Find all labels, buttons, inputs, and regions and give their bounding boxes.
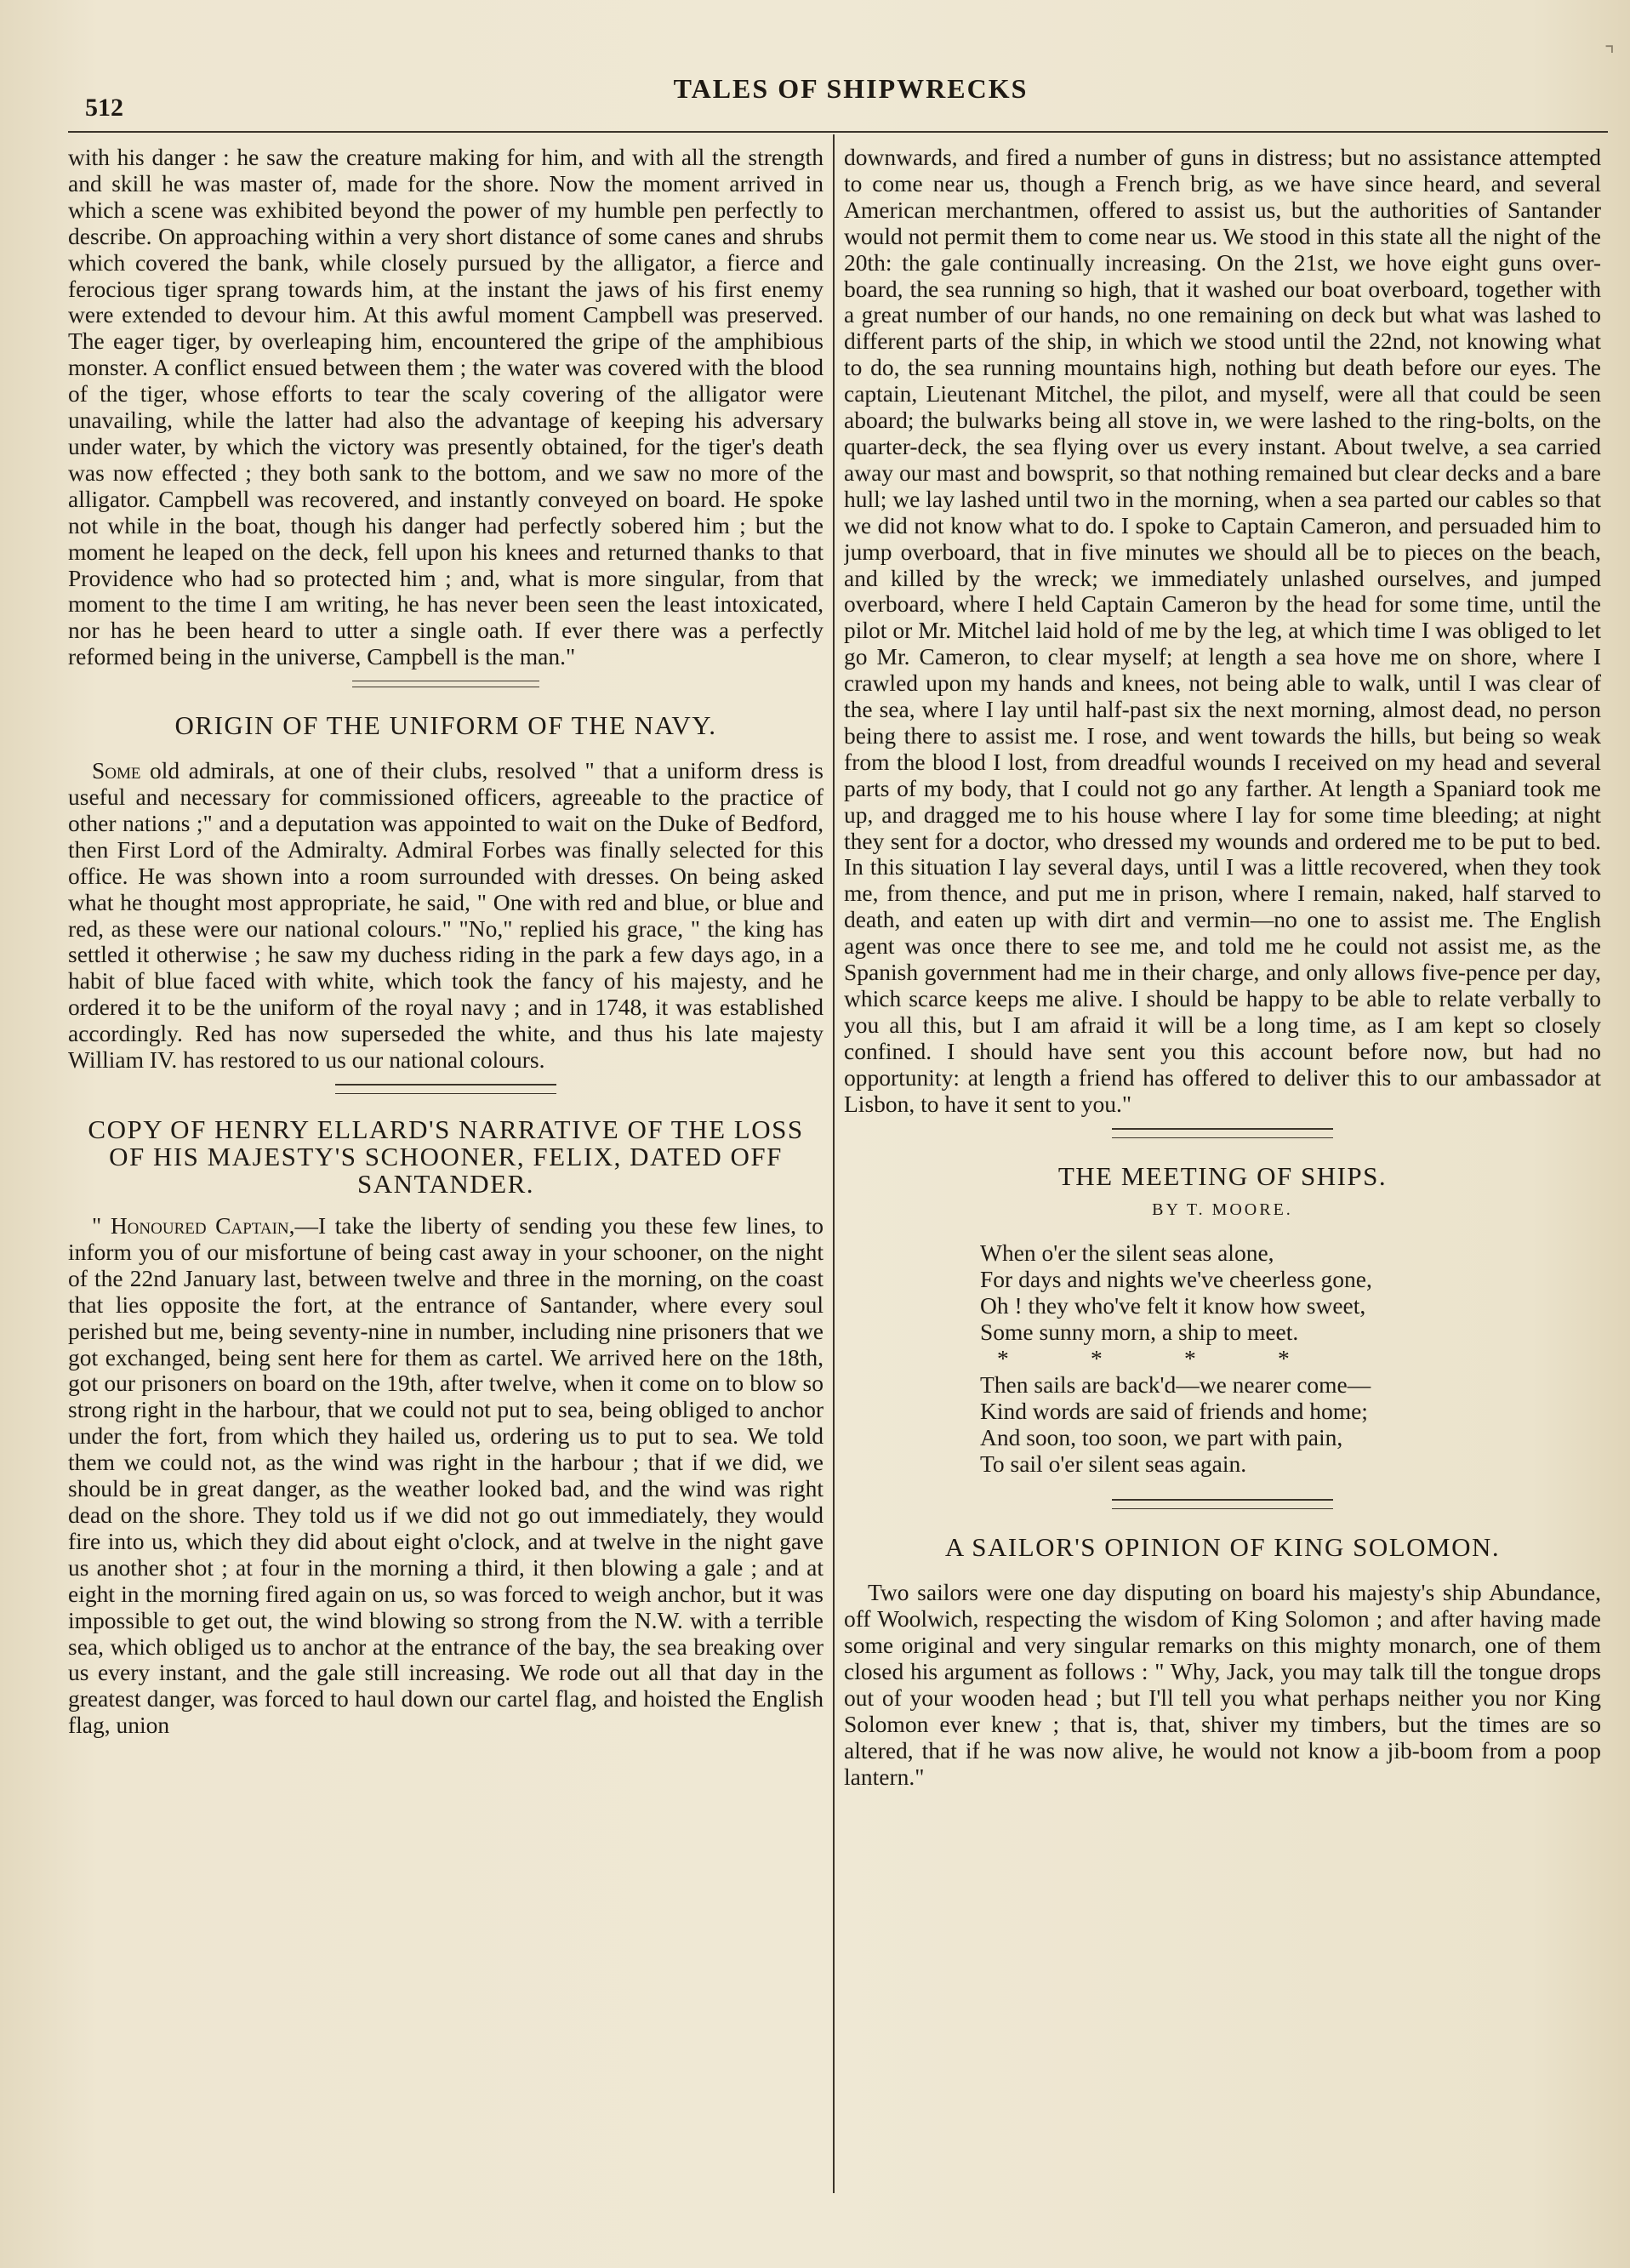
column-divider [833, 134, 835, 2193]
ellard-salutation: " Honoured Captain, [92, 1212, 295, 1239]
right-column [844, 145, 1601, 2237]
poem-line: To sail o'er silent seas again. [980, 1450, 1247, 1478]
poem-line: Kind words are said of friends and home; [980, 1398, 1368, 1425]
star: * [1184, 1345, 1196, 1372]
left-column [68, 145, 824, 2237]
section-separator [352, 681, 539, 687]
poem-line: Some sunny morn, a ship to meet. [980, 1319, 1299, 1346]
star: * [1278, 1345, 1290, 1372]
navy-uniform-text: old admirals, at one of their clubs, resolved " that a uniform dress is useful and necessary for commissioned officers, agreeable to the practice of other nations ;" and a deputation was appointed to wait on the Duke of Bedford, then First Lord of the Admiralty. Admiral Forbes was finally selected for this office. He was shown into a room surrounded with dresses. On being asked what he thought most appropriate, he said, " One with red and blue, or blue and red, as these were our national colours." "No," replied his grace, " the king has settled it otherwise ; he saw my duchess riding in the park a few days ago, in a habit of blue faced with white, which took the fancy of his majesty, and he ordered it to be the uniform of the royal navy ; and in 1748, it was established accordingly. Red has now superseded the white, and thus his late majesty William IV. has restored to us our national colours. [68, 757, 824, 1074]
poem [980, 1239, 1601, 1477]
poem-line: Oh ! they who've felt it know how sweet, [980, 1292, 1366, 1319]
poem-heading: THE MEETING OF SHIPS. [1057, 1160, 1388, 1191]
solomon-heading: A SAILOR'S OPINION OF KING SOLOMON. [944, 1532, 1501, 1563]
poem-line: For days and nights we've cheerless gone, [980, 1266, 1372, 1293]
star: * [1091, 1345, 1103, 1372]
solomon-paragraph: Two sailors were one day disputing on board his majesty's ship Abundance, off Woolwich, respecting the wisdom of King Solomon ; and after having made some original and very singular remarks on this mighty monarch, one of them closed his argument as follows : " Why, Jack, you may talk till the tongue drops out of your wooden head ; but I'll tell you what perhaps neither you nor King Solomon ever knew ; that is, that, shiver my timbers, but the times are so altered, that if he was now alive, he would not know a jib-boom from a poop lantern." [844, 1579, 1601, 1790]
poem-line: When o'er the silent seas alone, [980, 1239, 1274, 1267]
ellard-narrative-continued: downwards, and fired a number of guns in distress; but no assistance attempted to come near us, though a French brig, as we have since heard, and several American merchantmen, offered to assist us, but the authorities of Santander would not permit them to come near us. We stood in this state all the night of the 20th: the gale continually increasing. On the 21st, we hove eight guns over-board, the sea running so high, that it washed our boat overboard, together with a great number of our hands, no one remaining on deck but what was lashed to different parts of the ship, in which we stood until the 22nd, not knowing what to do, the sea running mountains high, nothing but death before our eyes. The captain, Lieutenant Mitchel, the pilot, and myself, were all that could be seen aboard; the bulwarks being all stove in, we were lashed to the ring-bolts, on the quarter-deck, the sea flying over us every instant. About twelve, a sea carried away our mast and bowsprit, so that nothing remained but clear decks and a bare hull; we lay lashed until two in the morning, when a sea parted our cables so that we did not know what to do. I spoke to Captain Cameron, and persuaded him to jump overboard, that in five minutes we should all be to pieces on the beach, and killed by the wreck; we immediately unlashed ourselves, and jumped overboard, where I held Captain Cameron by the head for some time, until the pilot or Mr. Mitchel laid hold of me by the leg, at which time I was obliged to let go Mr. Cameron, to clear myself; at length a sea hove me on shore, where I crawled upon my hands and knees, not being able to walk, until I was clear of the sea, where I lay until half-past six the next morning, almost dead, no person being there to assist me. I rose, and went towards the hills, but being so weak from the blood I lost, from dreadful wounds I received on my head and several parts of my body, that I could not go any farther. At length a Spaniard took me up, and dragged me to his house where I lay for some time bleeding; at night they sent for a doctor, who dressed my wounds and ordered me to be put to bed. In this situation I lay several days, until I was a little recovered, when they took me, from thence, and put me in prison, where I remain, naked, half starved to death, and eaten up with dirt and vermin—no one to assist me. The English agent was once there to see me, and told me he could not assist me, as the Spanish government had me in their charge, and only allows five-pence per day, which scarce keeps me alive. I should be happy to be able to relate verbally to you all this, but I am afraid it will be a long time, as I am kept so closely confined. I should have sent you this account before now, but had no opportunity: at length a friend has offered to deliver this to our ambassador at Lisbon, to have it sent to you." [844, 145, 1601, 1117]
section-separator [1112, 1128, 1333, 1138]
section-separator [1112, 1499, 1333, 1509]
navy-uniform-heading: ORIGIN OF THE UNIFORM OF THE NAVY. [174, 710, 717, 741]
campbell-story-continued: with his danger : he saw the creature making for him, and with all the strength and skill he was master of, made for the shore. Now the moment arrived in which a scene was exhibited beyond the power of my humble pen perfectly to describe. On approaching within a very short distance of some canes and shrubs which covered the bank, while closely pursued by the alligator, a fierce and ferocious tiger sprang towards him, at the instant the jaws of his first enemy were extended to devour him. At this awful moment Campbell was preserved. The eager tiger, by overleaping him, encountered the gripe of the amphibious monster. A conflict ensued between them ; the water was covered with the blood of the tiger, whose efforts to tear the scaly covering of the alligator were unavailing, while the latter had also the advantage of keeping his adversary under water, by which the victory was presently obtained, for the tiger's death was now effected ; they both sank to the bottom, and we saw no more of the alligator. Campbell was recovered, and instantly conveyed on board. He spoke not while in the boat, though his danger had perfectly sobered him ; but the moment he leaped on the deck, fell upon his knees and returned thanks to that Providence who had so protected him ; and, what is more singular, from that moment to the time I am writing, he has never been seen the least intoxicated, nor has he been heard to utter a single oath. If ever there was a perfectly reformed being in the universe, Campbell is the man." [68, 145, 824, 670]
poem-line: Then sails are back'd—we nearer come— [980, 1371, 1371, 1399]
section-separator [335, 1084, 556, 1094]
ellard-narrative-text: —I take the liberty of sending you these few lines, to inform you of our misfortune of being cast away in your schooner, on the night of the 22nd January last, between twelve and three in the morning, on the coast that lies opposite the fort, at the entrance of Santander, where every soul perished but me, being seventy-nine in number, including nine prisoners that we got exchanged, being sent here for them as cartel. We arrived here on the 18th, got our prisoners on board on the 19th, after twelve, when it come on to blow so strong right in the harbour, that we could not put to sea, being obliged to anchor under the fort, from which they hailed us, ordering us to put to sea. We told them we could not, as the wind was right in the harbour ; that if we did, we should be in great danger, as the weather looked bad, and the wind was right dead on the shore. They told us if we did not go out immediately, they would fire into us, which they did about eight o'clock, and at twelve in the night gave us another shot ; at four in the morning a third, it then blowing a gale ; and at eight in the morning fired again on us, so was forced to weigh anchor, but it was impossible to get out, the wind blowing so strong from the N.W. with a terrible sea, which obliged us to anchor at the entrance of the bay, the sea breaking over us every instant, and the gale still increasing. We rode out all that day in the greatest danger, was forced to haul down our cartel flag, and hoisted the English flag, union [68, 1212, 824, 1739]
poem-stars [980, 1345, 1601, 1371]
poem-line: And soon, too soon, we part with pain, [980, 1424, 1343, 1451]
poem-byline: BY T. MOORE. [1152, 1200, 1293, 1219]
header-rule [68, 131, 1608, 133]
ellard-narrative-heading: COPY OF HENRY ELLARD'S NARRATIVE OF THE LOSS OF HIS MAJESTY'S SCHOONER, FELIX, DATED OFF SANTANDER. [88, 1114, 804, 1199]
navy-uniform-paragraph [68, 758, 824, 1074]
star: * [997, 1345, 1009, 1372]
navy-lead-word: Some [92, 757, 141, 784]
ellard-narrative-paragraph [68, 1213, 824, 1739]
running-title: TALES OF SHIPWRECKS [673, 73, 1029, 104]
corner-mark: ⌝ [1604, 43, 1615, 67]
page-number: 512 [85, 94, 123, 122]
